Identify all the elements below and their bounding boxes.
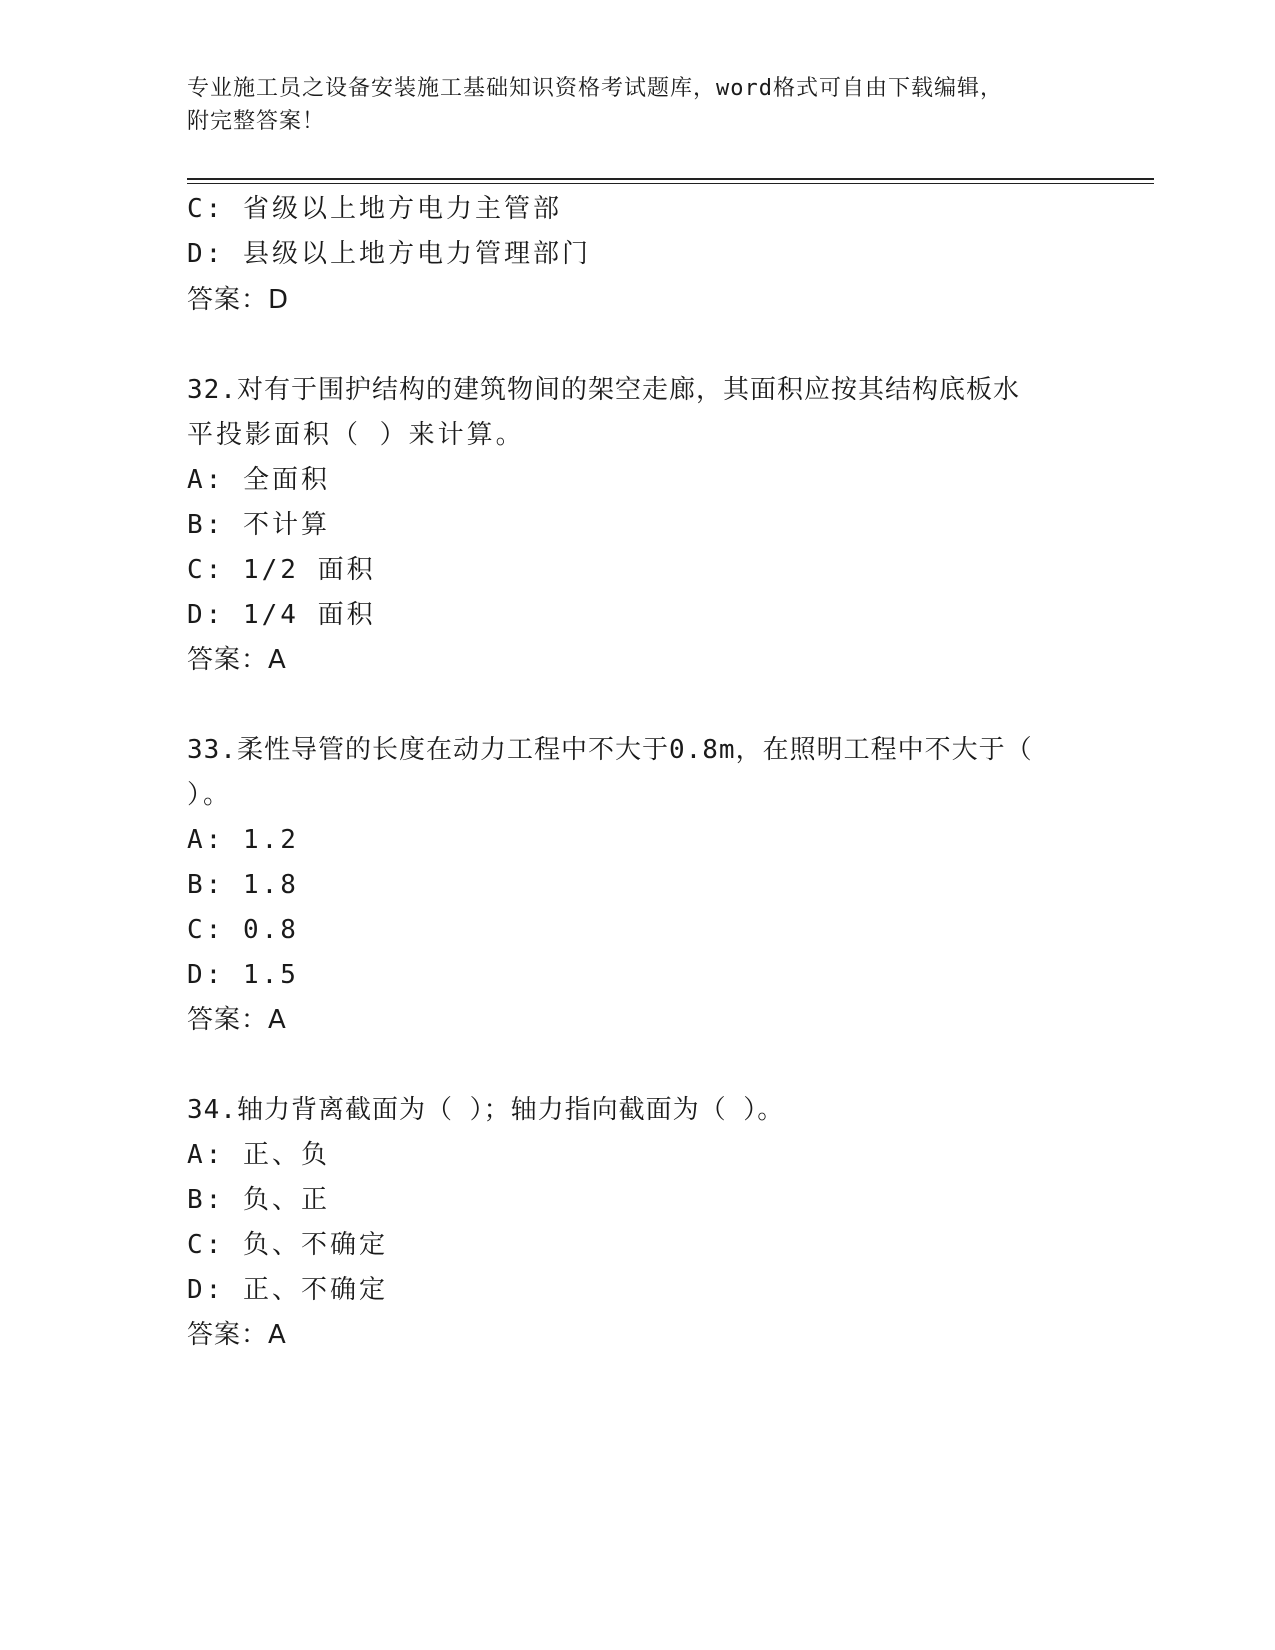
document-header	[187, 72, 1087, 138]
question-34-option-a: A: 正、负	[187, 1140, 330, 1170]
question-34-option-b: B: 负、正	[187, 1185, 330, 1215]
question-33-answer: 答案：A	[187, 1005, 287, 1035]
question-32-stem-line-2: 平投影面积（ ）来计算。	[187, 420, 525, 450]
question-34-answer: 答案：A	[187, 1320, 287, 1350]
prev-option-c: C: 省级以上地方电力主管部	[187, 194, 562, 224]
question-33-option-c: C: 0.8	[187, 915, 299, 945]
question-32-option-c: C: 1/2 面积	[187, 555, 376, 585]
question-32-stem-line-1: 32.对有于围护结构的建筑物间的架空走廊，其面积应按其结构底板水	[187, 375, 1020, 405]
question-32-option-d: D: 1/4 面积	[187, 600, 376, 630]
question-33-stem-line-1: 33.柔性导管的长度在动力工程中不大于0.8m，在照明工程中不大于（	[187, 735, 1033, 765]
header-divider-thick	[187, 178, 1154, 180]
question-33-option-a: A: 1.2	[187, 825, 299, 855]
header-divider-thin	[187, 183, 1154, 184]
question-33-option-d: D: 1.5	[187, 960, 299, 990]
question-33-option-b: B: 1.8	[187, 870, 299, 900]
header-line-2: 附完整答案！	[187, 109, 326, 134]
question-34-option-c: C: 负、不确定	[187, 1230, 388, 1260]
question-32-answer: 答案：A	[187, 645, 287, 675]
question-34-option-d: D: 正、不确定	[187, 1275, 388, 1305]
question-32-option-a: A: 全面积	[187, 465, 330, 495]
question-34-stem: 34.轴力背离截面为（ ）；轴力指向截面为（ ）。	[187, 1095, 785, 1125]
question-33-stem-line-2: ）。	[187, 780, 233, 810]
prev-option-d: D: 县级以上地方电力管理部门	[187, 239, 591, 269]
prev-answer: 答案：D	[187, 285, 290, 315]
header-line-1: 专业施工员之设备安装施工基础知识资格考试题库，word格式可自由下载编辑，	[187, 76, 1003, 101]
question-32-option-b: B: 不计算	[187, 510, 330, 540]
